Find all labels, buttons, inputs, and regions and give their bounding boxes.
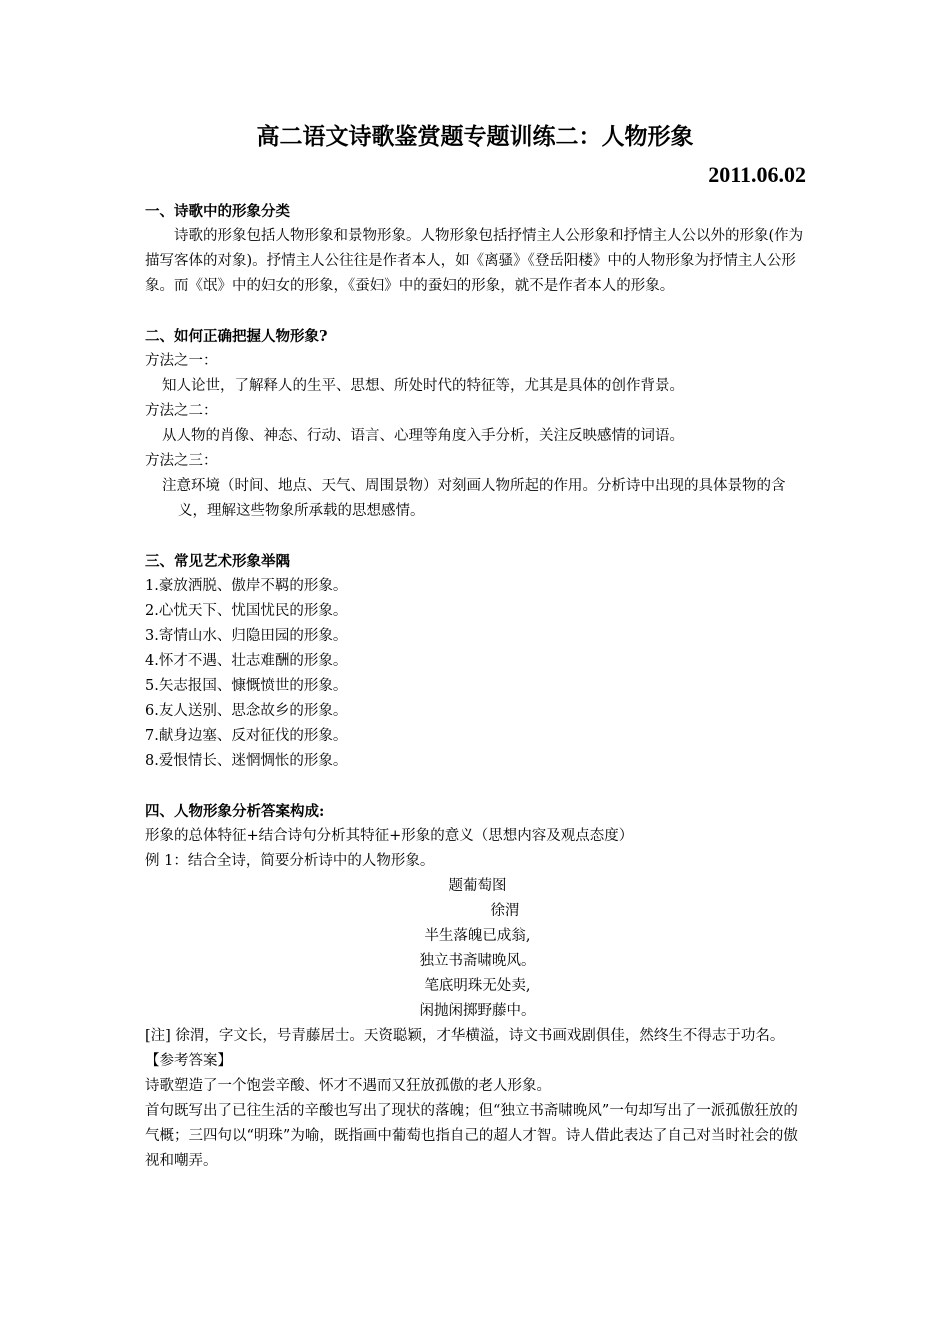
- method3-label: 方法之三：: [145, 453, 218, 469]
- poem-line: 半生落魄已成翁,: [424, 928, 531, 944]
- spacer: [145, 774, 810, 799]
- list-item: 8.爱恨情长、迷惘惆怅的形象。: [145, 753, 348, 769]
- poem-note: [注] 徐渭，字文长，号青藤居士。天资聪颖，才华横溢，诗文书画戏剧俱佳，然终生不得志于功名。: [145, 1028, 785, 1044]
- list-item: 4.怀才不遇、壮志难酬的形象。: [145, 653, 348, 669]
- answer-formula: 形象的总体特征+结合诗句分析其特征+形象的意义（思想内容及观点态度）: [145, 828, 634, 844]
- poem-line: 闲抛闲掷野藤中。: [419, 1003, 536, 1019]
- answer-summary: 诗歌塑造了一个饱尝辛酸、怀才不遇而又狂放孤傲的老人形象。: [145, 1078, 551, 1094]
- method1-text: 知人论世，了解释人的生平、思想、所处时代的特征等，尤其是具体的创作背景。: [162, 378, 684, 394]
- example-prompt: 例 1：结合全诗，简要分析诗中的人物形象。: [145, 853, 435, 869]
- method2-text: 从人物的肖像、神态、行动、语言、心理等角度入手分析，关注反映感情的词语。: [162, 428, 684, 444]
- spacer: [145, 524, 810, 549]
- method1-label: 方法之一：: [145, 353, 218, 369]
- section4-heading: 四、人物形象分析答案构成:: [145, 803, 325, 820]
- answer-label: 【参考答案】: [145, 1053, 232, 1069]
- method2-label: 方法之二：: [145, 403, 218, 419]
- spacer: [145, 299, 810, 324]
- document-body: [145, 199, 810, 1174]
- list-item: 5.矢志报国、慷慨愤世的形象。: [145, 678, 348, 694]
- answer-detail: 首句既写出了已往生活的辛酸也写出了现状的落魄；但“独立书斋啸晚风”一句却写出了一派孤傲狂放的气概；三四句以“明珠”为喻，既指画中葡萄也指自己的超人才智。诗人借此表达了自己对当时社会的傲视和嘲弄。: [145, 1103, 798, 1169]
- list-item: 7.献身边塞、反对征伐的形象。: [145, 728, 348, 744]
- poem-line: 笔底明珠无处卖,: [424, 978, 531, 994]
- document-title: 高二语文诗歌鉴赏题专题训练二：人物形象: [256, 123, 694, 150]
- section1-paragraph: 诗歌的形象包括人物形象和景物形象。人物形象包括抒情主人公形象和抒情主人公以外的形象(作为描写客体的对象)。抒情主人公往往是作者本人，如《离骚》《登岳阳楼》中的人物形象为抒情主人公形象。而《氓》中的妇女的形象，《蚕妇》中的蚕妇的形象，就不是作者本人的形象。: [145, 228, 804, 294]
- method3-text: 注意环境（时间、地点、天气、周围景物）对刻画人物所起的作用。分析诗中出现的具体景物的含义，理解这些物象所承载的思想感情。: [162, 478, 786, 519]
- poem-title: 题葡萄图: [448, 878, 507, 894]
- section3-heading: 三、常见艺术形象举隅: [145, 553, 290, 570]
- section1-heading: 一、诗歌中的形象分类: [145, 203, 290, 220]
- section2-heading: 二、如何正确把握人物形象?: [145, 328, 328, 345]
- list-item: 3.寄情山水、归隐田园的形象。: [145, 628, 348, 644]
- list-item: 1.豪放洒脱、傲岸不羁的形象。: [145, 578, 348, 594]
- poem-line: 独立书斋啸晚风。: [419, 953, 536, 969]
- list-item: 6.友人送别、思念故乡的形象。: [145, 703, 348, 719]
- document-date: 2011.06.02: [708, 162, 806, 187]
- list-item: 2.心忧天下、忧国忧民的形象。: [145, 603, 348, 619]
- poem-author: 徐渭: [490, 903, 520, 919]
